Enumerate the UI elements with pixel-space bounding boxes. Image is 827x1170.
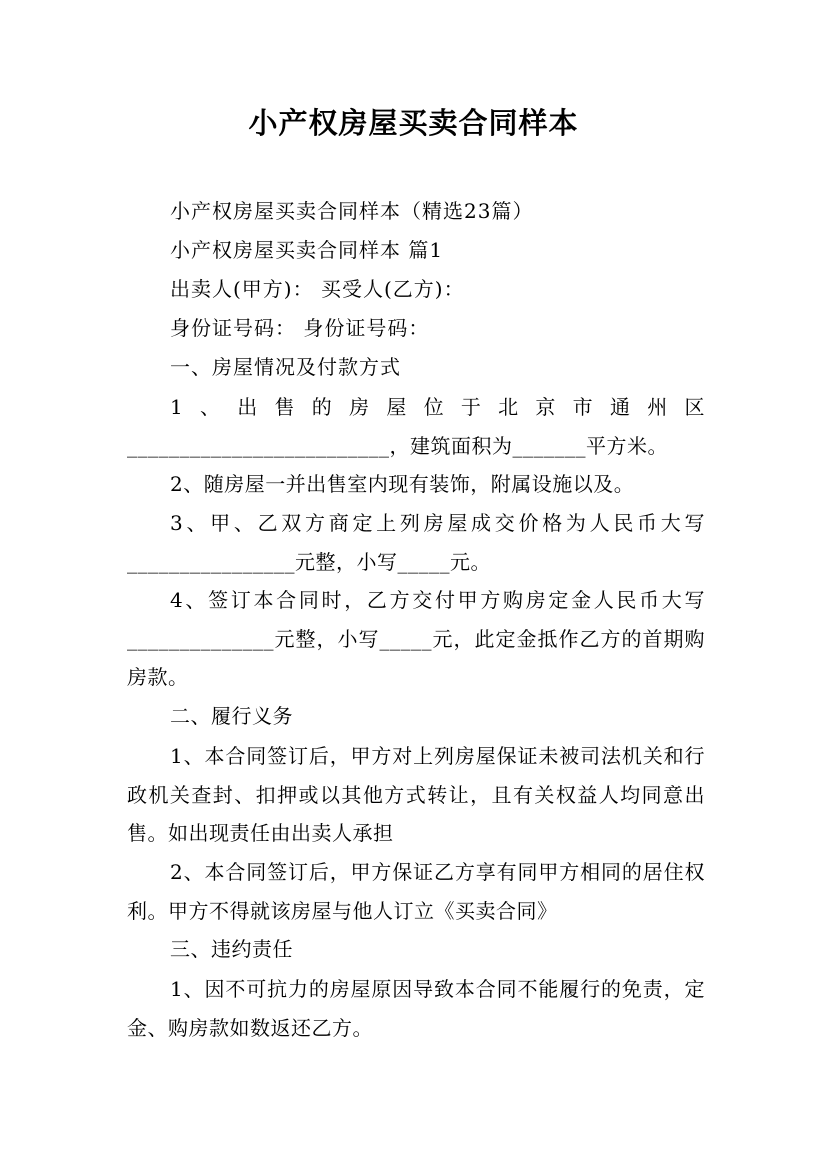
id-number-line: 身份证号码： 身份证号码： [170, 316, 430, 340]
clause-heading-1: 一、房屋情况及付款方式 [170, 355, 401, 379]
paragraph-deposit: 4、签订本合同时，乙方交付甲方购房定金人民币大写______________元整，小写_____元，此定金抵作乙方的首期购房款。 [127, 588, 705, 689]
subtitle-line: 小产权房屋买卖合同样本（精选23篇） [170, 199, 534, 223]
clause-heading-3: 三、违约责任 [170, 937, 293, 961]
paragraph-liability-1: 1、因不可抗力的房屋原因导致本合同不能履行的免责，定金、购房款如数返还乙方。 [127, 977, 705, 1040]
paragraph-location: 1、出售的房屋位于北京市通州区_________________________，建筑面积为_______平方米。 [127, 395, 705, 458]
paragraph-obligation-2: 2、本合同签订后，甲方保证乙方享有同甲方相同的居住权利。甲方不得就该房屋与他人订立《买卖合同》 [127, 860, 705, 923]
paragraph-price: 3、甲、乙双方商定上列房屋成交价格为人民币大写________________元整，小写_____元。 [127, 511, 705, 574]
paragraph-obligation-1: 1、本合同签订后，甲方对上列房屋保证未被司法机关和行政机关查封、扣押或以其他方式转让，且有关权益人均同意出售。如出现责任由出卖人承担 [127, 744, 705, 845]
document-title: 小产权房屋买卖合同样本 [248, 106, 579, 140]
section-heading-line: 小产权房屋买卖合同样本 篇1 [170, 238, 444, 262]
clause-heading-2: 二、履行义务 [170, 704, 293, 728]
paragraph-decoration: 2、随房屋一并出售室内现有装饰，附属设施以及。 [170, 472, 635, 496]
parties-line: 出卖人(甲方)： 买受人(乙方)： [170, 277, 465, 301]
